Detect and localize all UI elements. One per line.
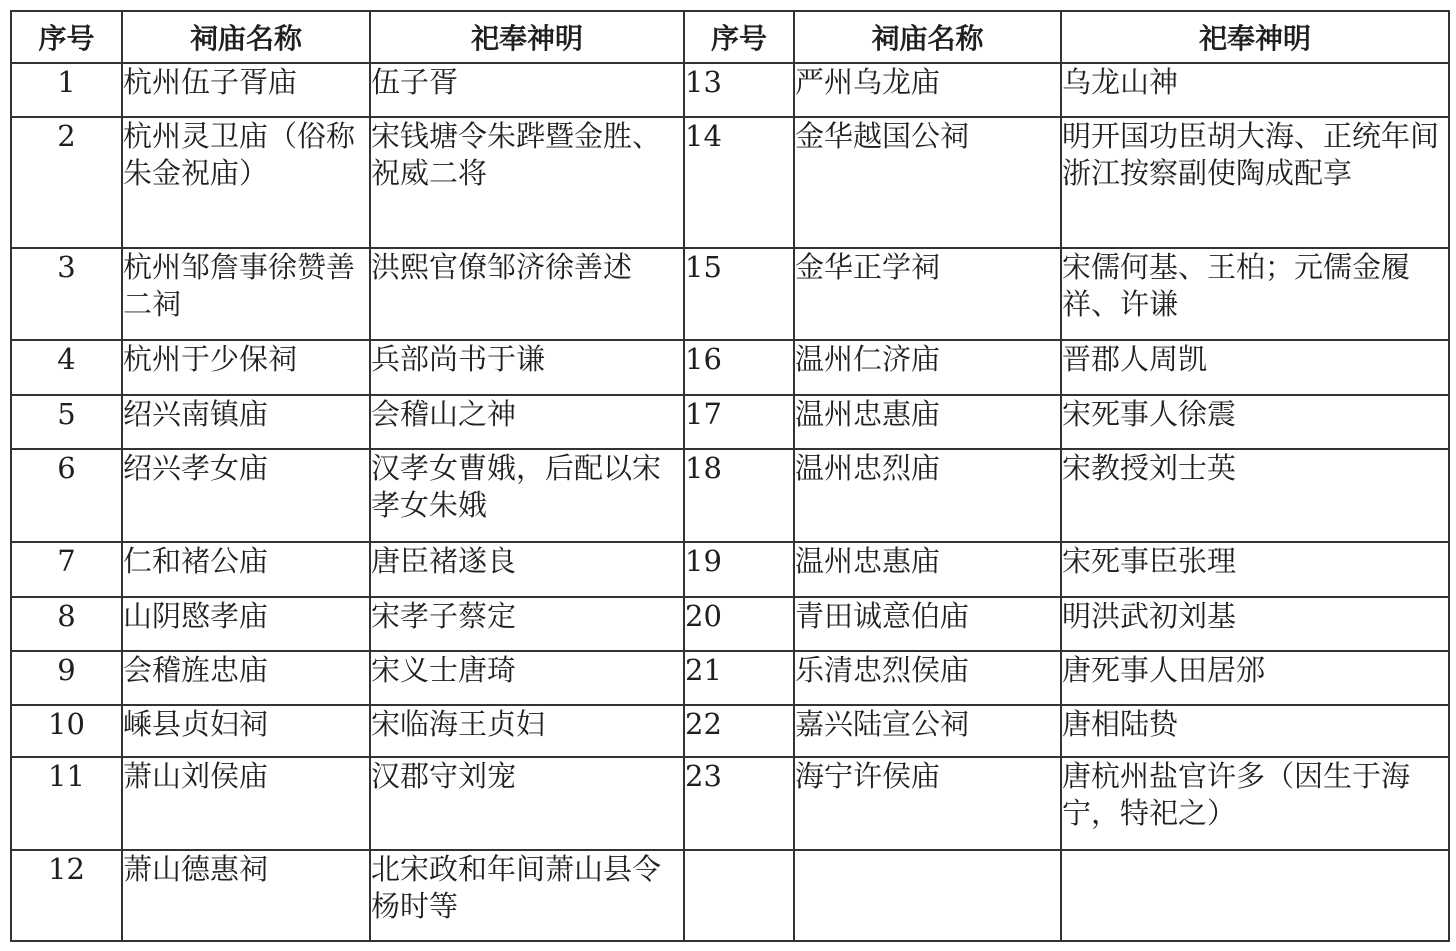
header-cell-deity: 祀奉神明 [1061, 11, 1449, 63]
deity-cell: 宋死事人徐震 [1061, 395, 1449, 449]
table-row [11, 449, 1449, 542]
shrine-name-cell: 温州仁济庙 [794, 340, 1061, 395]
deity-cell: 乌龙山神 [1061, 63, 1449, 117]
table-row [11, 63, 1449, 117]
index-cell [684, 850, 794, 941]
table-row [11, 651, 1449, 705]
shrine-name-cell: 金华正学祠 [794, 248, 1061, 340]
deity-cell: 晋郡人周凯 [1061, 340, 1449, 395]
shrine-name-cell: 杭州灵卫庙（俗称朱金祝庙） [122, 117, 370, 248]
deity-cell: 伍子胥 [370, 63, 684, 117]
table-row [11, 705, 1449, 757]
table-row [11, 757, 1449, 850]
deity-cell: 唐相陆贽 [1061, 705, 1449, 757]
shrine-name-cell: 嘉兴陆宣公祠 [794, 705, 1061, 757]
shrine-name-cell: 萧山刘侯庙 [122, 757, 370, 850]
index-cell: 19 [684, 542, 794, 597]
shrine-name-cell: 温州忠惠庙 [794, 395, 1061, 449]
shrine-name-cell: 杭州伍子胥庙 [122, 63, 370, 117]
shrine-name-cell: 仁和褚公庙 [122, 542, 370, 597]
shrine-name-cell: 山阴愍孝庙 [122, 597, 370, 651]
index-cell: 4 [11, 340, 122, 395]
shrine-name-cell: 乐清忠烈侯庙 [794, 651, 1061, 705]
table-row [11, 248, 1449, 340]
table-container [10, 10, 1450, 942]
shrine-name-cell: 绍兴孝女庙 [122, 449, 370, 542]
shrine-name-cell: 嵊县贞妇祠 [122, 705, 370, 757]
index-cell: 8 [11, 597, 122, 651]
index-cell: 22 [684, 705, 794, 757]
index-cell: 5 [11, 395, 122, 449]
index-cell: 18 [684, 449, 794, 542]
deity-cell: 会稽山之神 [370, 395, 684, 449]
shrine-name-cell: 金华越国公祠 [794, 117, 1061, 248]
index-cell: 14 [684, 117, 794, 248]
header-cell-index: 序号 [684, 11, 794, 63]
deity-cell: 宋义士唐琦 [370, 651, 684, 705]
deity-cell: 洪熙官僚邹济徐善述 [370, 248, 684, 340]
index-cell: 10 [11, 705, 122, 757]
table-row [11, 850, 1449, 941]
index-cell: 21 [684, 651, 794, 705]
deity-cell: 明洪武初刘基 [1061, 597, 1449, 651]
table-row [11, 542, 1449, 597]
shrine-name-cell: 海宁许侯庙 [794, 757, 1061, 850]
index-cell: 3 [11, 248, 122, 340]
shrine-table [10, 10, 1450, 942]
shrine-name-cell: 青田诚意伯庙 [794, 597, 1061, 651]
shrine-name-cell: 温州忠惠庙 [794, 542, 1061, 597]
header-cell-index: 序号 [11, 11, 122, 63]
table-row [11, 395, 1449, 449]
index-cell: 15 [684, 248, 794, 340]
deity-cell: 宋钱塘令朱跸暨金胜、祝威二将 [370, 117, 684, 248]
deity-cell: 汉孝女曹娥，后配以宋孝女朱娥 [370, 449, 684, 542]
shrine-name-cell: 严州乌龙庙 [794, 63, 1061, 117]
table-row [11, 117, 1449, 248]
index-cell: 6 [11, 449, 122, 542]
deity-cell: 宋儒何基、王柏；元儒金履祥、许谦 [1061, 248, 1449, 340]
index-cell: 9 [11, 651, 122, 705]
shrine-name-cell: 温州忠烈庙 [794, 449, 1061, 542]
shrine-name-cell: 绍兴南镇庙 [122, 395, 370, 449]
index-cell: 17 [684, 395, 794, 449]
deity-cell: 汉郡守刘宠 [370, 757, 684, 850]
index-cell: 16 [684, 340, 794, 395]
shrine-name-cell: 会稽旌忠庙 [122, 651, 370, 705]
index-cell: 12 [11, 850, 122, 941]
shrine-name-cell: 杭州邹詹事徐赞善二祠 [122, 248, 370, 340]
deity-cell: 宋教授刘士英 [1061, 449, 1449, 542]
deity-cell: 唐杭州盐官许多（因生于海宁，特祀之） [1061, 757, 1449, 850]
deity-cell: 唐臣褚遂良 [370, 542, 684, 597]
header-row [11, 11, 1449, 63]
shrine-name-cell [794, 850, 1061, 941]
deity-cell: 宋死事臣张理 [1061, 542, 1449, 597]
deity-cell: 宋孝子蔡定 [370, 597, 684, 651]
index-cell: 2 [11, 117, 122, 248]
deity-cell: 宋临海王贞妇 [370, 705, 684, 757]
table-row [11, 340, 1449, 395]
deity-cell [1061, 850, 1449, 941]
index-cell: 11 [11, 757, 122, 850]
table-row [11, 597, 1449, 651]
index-cell: 7 [11, 542, 122, 597]
header-cell-shrine-name: 祠庙名称 [794, 11, 1061, 63]
deity-cell: 兵部尚书于谦 [370, 340, 684, 395]
header-cell-shrine-name: 祠庙名称 [122, 11, 370, 63]
index-cell: 20 [684, 597, 794, 651]
index-cell: 1 [11, 63, 122, 117]
index-cell: 23 [684, 757, 794, 850]
header-cell-deity: 祀奉神明 [370, 11, 684, 63]
shrine-name-cell: 杭州于少保祠 [122, 340, 370, 395]
index-cell: 13 [684, 63, 794, 117]
deity-cell: 明开国功臣胡大海、正统年间浙江按察副使陶成配享 [1061, 117, 1449, 248]
shrine-name-cell: 萧山德惠祠 [122, 850, 370, 941]
deity-cell: 北宋政和年间萧山县令杨时等 [370, 850, 684, 941]
deity-cell: 唐死事人田居邠 [1061, 651, 1449, 705]
